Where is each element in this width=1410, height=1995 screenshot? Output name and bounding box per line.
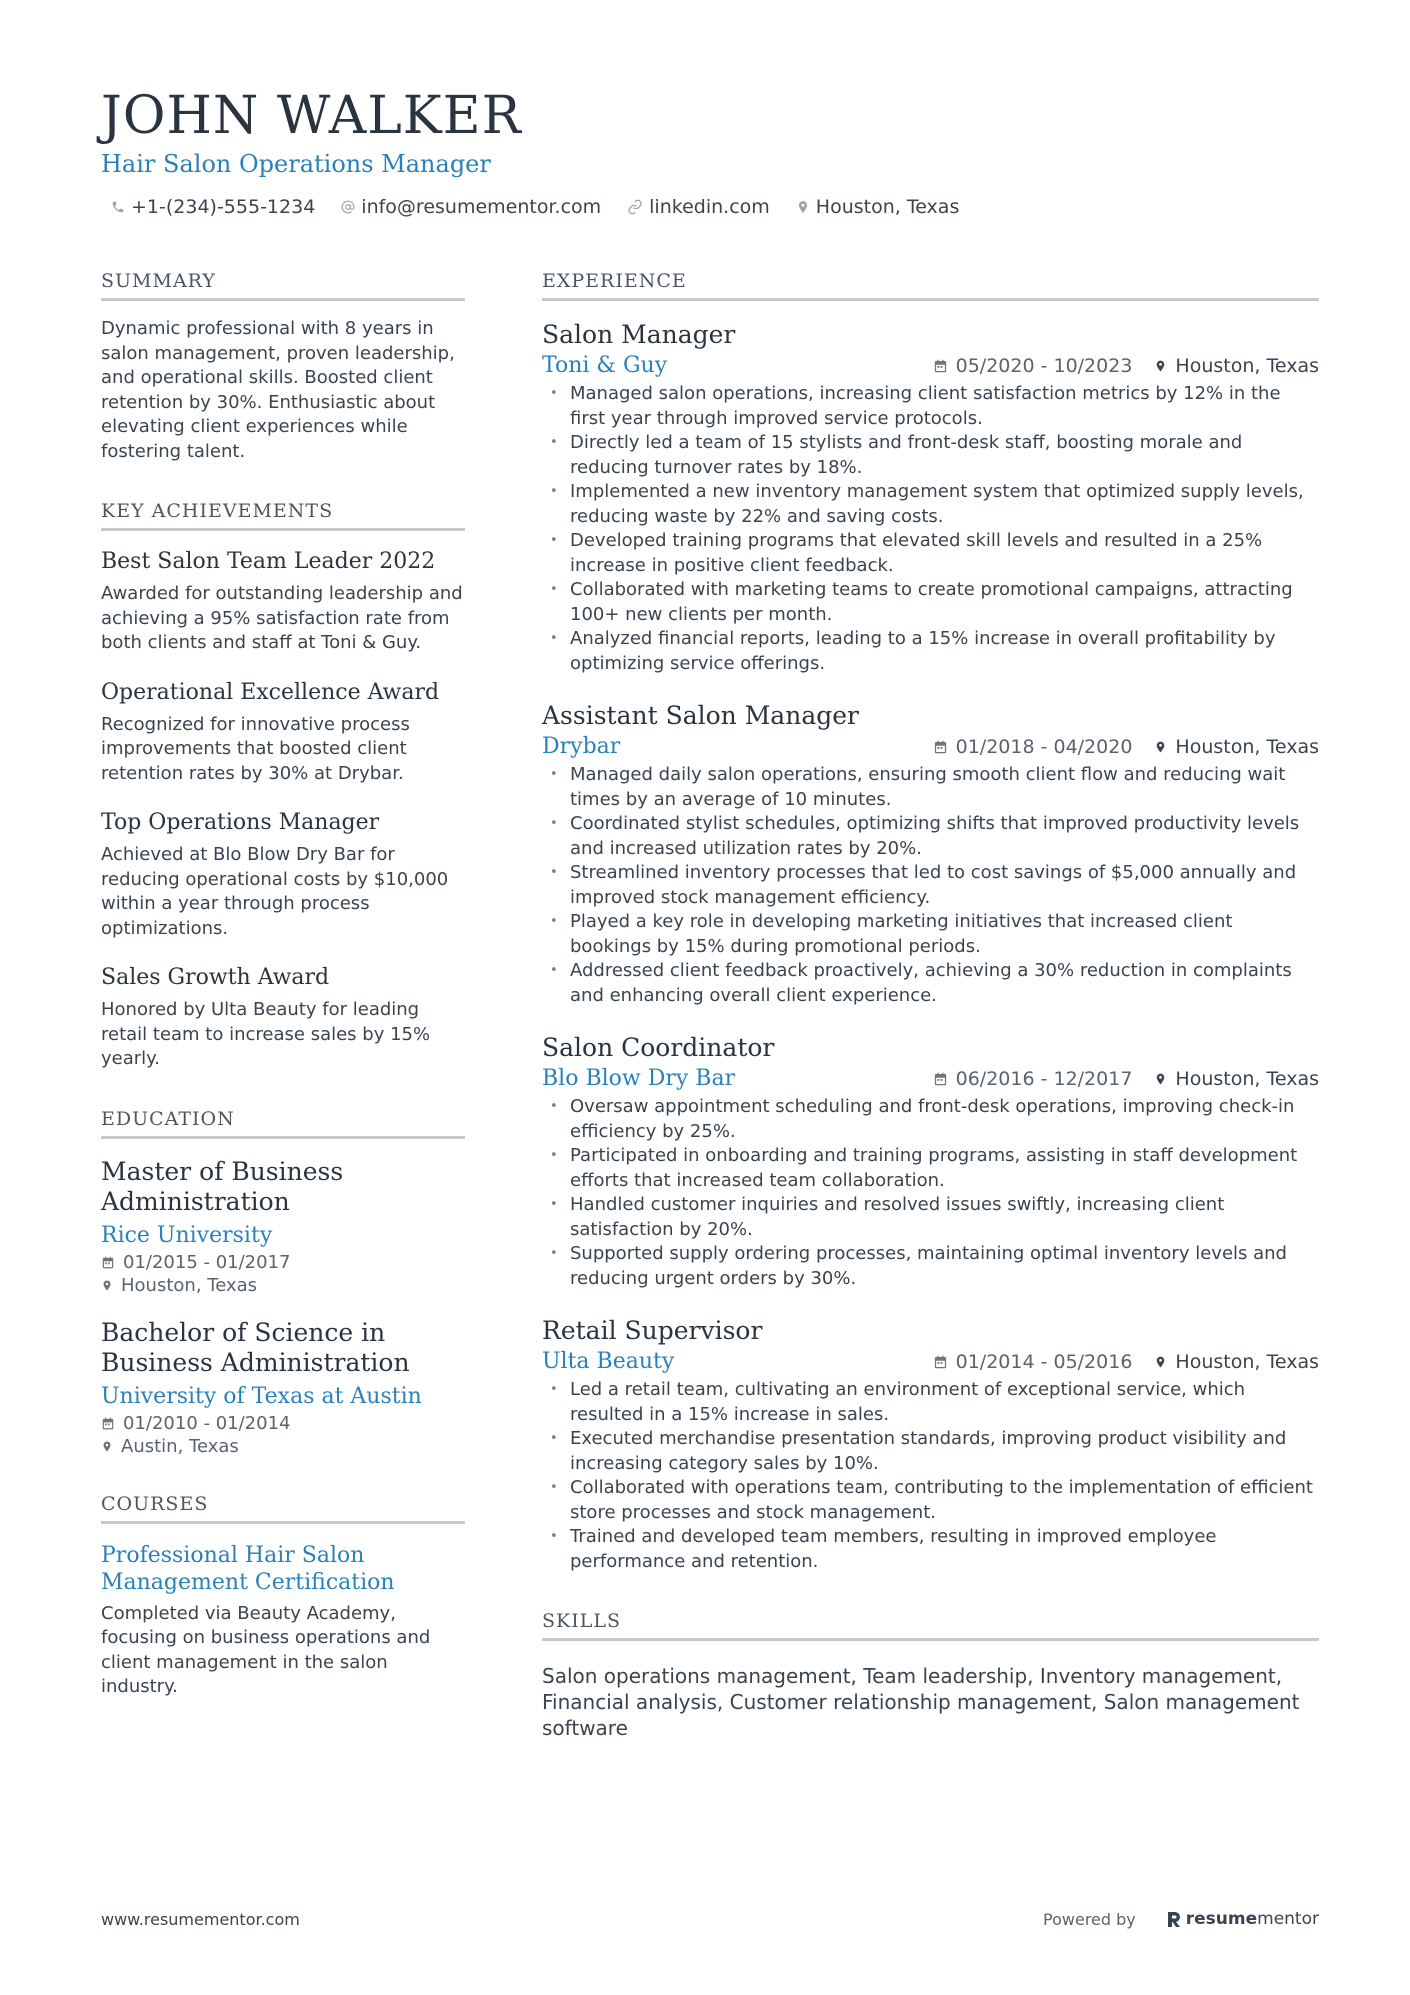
achievement-text: Recognized for innovative process improvements that boosted client retention rates by 30% at Drybar. bbox=[101, 713, 410, 784]
job-dates bbox=[933, 736, 1133, 758]
job-entry bbox=[542, 1032, 1319, 1291]
contact-email[interactable] bbox=[341, 196, 601, 218]
job-company: Ulta Beauty bbox=[542, 1349, 675, 1374]
job-location-text: Houston, Texas bbox=[1175, 1350, 1319, 1373]
education-location bbox=[101, 1275, 465, 1296]
candidate-title: Hair Salon Operations Manager bbox=[101, 150, 491, 178]
job-location bbox=[1154, 355, 1319, 377]
summary-heading: SUMMARY bbox=[101, 270, 465, 301]
achievement-title: Top Operations Manager bbox=[101, 810, 380, 835]
contact-phone[interactable] bbox=[111, 196, 315, 218]
job-bullet: • Led a retail team, cultivating an environment of exceptional service, which resulted in a 15% increase in sales. bbox=[542, 1378, 1319, 1427]
achievements-heading: KEY ACHIEVEMENTS bbox=[101, 500, 465, 531]
phone-text: +1-(234)-555-1234 bbox=[131, 196, 316, 218]
courses-heading: COURSES bbox=[101, 1493, 465, 1524]
location-pin-icon bbox=[796, 199, 810, 215]
calendar-icon bbox=[101, 1255, 115, 1270]
job-bullet: • Coordinated stylist schedules, optimizing shifts that improved productivity levels and increased utilization rates by 20%. bbox=[542, 812, 1319, 861]
job-meta-row bbox=[542, 1349, 1319, 1374]
job-dates-text: 01/2014 - 05/2016 bbox=[955, 1350, 1133, 1373]
achievement-title: Sales Growth Award bbox=[101, 965, 330, 990]
job-bullet: • Handled customer inquiries and resolved issues swiftly, increasing client satisfaction by 20%. bbox=[542, 1193, 1319, 1242]
job-meta-row bbox=[542, 734, 1319, 759]
education-school: University of Texas at Austin bbox=[101, 1383, 422, 1409]
job-entry bbox=[542, 1315, 1319, 1574]
job-location bbox=[1154, 1351, 1319, 1373]
location-pin-icon bbox=[101, 1278, 113, 1293]
job-bullet: • Streamlined inventory processes that led to cost savings of $5,000 annually and improved stock management efficiency. bbox=[542, 861, 1319, 910]
left-column bbox=[101, 270, 465, 1700]
achievement-item bbox=[101, 965, 465, 1072]
course-text: Completed via Beauty Academy, focusing on business operations and client management in the salon industry. bbox=[101, 1602, 431, 1697]
job-location-text: Houston, Texas bbox=[1175, 354, 1319, 377]
job-entry bbox=[542, 319, 1319, 676]
email-text: info@resumementor.com bbox=[361, 196, 602, 218]
job-bullet: • Participated in onboarding and training programs, assisting in staff development efforts that increased team collaboration. bbox=[542, 1144, 1319, 1193]
job-bullets bbox=[542, 1378, 1319, 1574]
job-title: Salon Manager bbox=[542, 320, 736, 349]
achievement-text: Honored by Ulta Beauty for leading retail team to increase sales by 15% yearly. bbox=[101, 999, 431, 1069]
achievement-item bbox=[101, 810, 465, 941]
course-title: Professional Hair Salon Management Certification bbox=[101, 1542, 395, 1595]
linkedin-text: linkedin.com bbox=[649, 196, 770, 218]
experience-heading: EXPERIENCE bbox=[542, 270, 1319, 301]
job-dates bbox=[933, 1068, 1133, 1090]
job-meta-row bbox=[542, 353, 1319, 378]
job-dates bbox=[933, 355, 1133, 377]
job-meta bbox=[933, 736, 1319, 758]
brand-bold: resume bbox=[1185, 1909, 1258, 1929]
job-bullet: • Executed merchandise presentation standards, improving product visibility and increasing category sales by 10%. bbox=[542, 1427, 1319, 1476]
job-title: Retail Supervisor bbox=[542, 1316, 763, 1345]
location-pin-icon bbox=[101, 1439, 113, 1454]
education-heading: EDUCATION bbox=[101, 1108, 465, 1139]
job-bullet: • Addressed client feedback proactively, achieving a 30% reduction in complaints and enhancing overall client experience. bbox=[542, 959, 1319, 1008]
course-item bbox=[101, 1542, 465, 1700]
skills-heading: SKILLS bbox=[542, 1610, 1319, 1641]
job-meta bbox=[933, 1351, 1319, 1373]
at-icon bbox=[341, 200, 355, 214]
job-bullets bbox=[542, 763, 1319, 1008]
job-bullet: • Trained and developed team members, resulting in improved employee performance and retention. bbox=[542, 1525, 1319, 1574]
calendar-icon bbox=[933, 1354, 948, 1370]
brand-light: mentor bbox=[1257, 1909, 1319, 1929]
job-title: Assistant Salon Manager bbox=[542, 701, 859, 730]
job-bullet: • Managed salon operations, increasing client satisfaction metrics by 12% in the first year through improved service protocols. bbox=[542, 382, 1319, 431]
job-location bbox=[1154, 1068, 1319, 1090]
contact-location bbox=[796, 196, 960, 218]
job-bullet: • Collaborated with operations team, contributing to the implementation of efficient store processes and stock management. bbox=[542, 1476, 1319, 1525]
phone-icon bbox=[111, 200, 125, 214]
job-location-text: Houston, Texas bbox=[1175, 735, 1319, 758]
powered-by-label: Powered by bbox=[1043, 1909, 1136, 1929]
link-icon bbox=[627, 199, 643, 215]
education-school: Rice University bbox=[101, 1222, 273, 1248]
job-meta-row bbox=[542, 1066, 1319, 1091]
job-entry bbox=[542, 700, 1319, 1008]
education-dates-text: 01/2010 - 01/2014 bbox=[123, 1412, 291, 1434]
job-bullet: • Developed training programs that elevated skill levels and resulted in a 25% increase in positive client feedback. bbox=[542, 529, 1319, 578]
achievement-text: Awarded for outstanding leadership and achieving a 95% satisfaction rate from both clients and staff at Toni & Guy. bbox=[101, 583, 463, 653]
education-item bbox=[101, 1157, 465, 1296]
education-location bbox=[101, 1436, 465, 1457]
education-degree: Master of Business Administration bbox=[101, 1156, 344, 1216]
resumementor-logo-icon bbox=[1166, 1910, 1182, 1928]
calendar-icon bbox=[933, 1071, 948, 1087]
calendar-icon bbox=[933, 739, 948, 755]
job-bullet: • Collaborated with marketing teams to create promotional campaigns, attracting 100+ new clients per month. bbox=[542, 578, 1319, 627]
job-meta bbox=[933, 1068, 1319, 1090]
job-bullet: • Played a key role in developing marketing initiatives that increased client bookings by 15% during promotional periods. bbox=[542, 910, 1319, 959]
contact-bar bbox=[101, 196, 1319, 218]
calendar-icon bbox=[933, 358, 948, 374]
education-item bbox=[101, 1318, 465, 1457]
education-section bbox=[101, 1108, 465, 1457]
job-bullets bbox=[542, 1095, 1319, 1291]
summary-text: Dynamic professional with 8 years in salon management, proven leadership, and operational skills. Boosted client retention by 30%. Enthusiastic about elevating client experiences while fostering talent. bbox=[101, 318, 455, 462]
job-dates-text: 01/2018 - 04/2020 bbox=[955, 735, 1133, 758]
calendar-icon bbox=[101, 1416, 115, 1431]
education-location-text: Austin, Texas bbox=[121, 1435, 239, 1457]
job-bullet: • Supported supply ordering processes, maintaining optimal inventory levels and reducing urgent orders by 30%. bbox=[542, 1242, 1319, 1291]
skills-section bbox=[542, 1610, 1319, 1741]
candidate-name: JOHN WALKER bbox=[101, 86, 522, 146]
job-dates bbox=[933, 1351, 1133, 1373]
location-pin-icon bbox=[1154, 1071, 1167, 1087]
courses-section bbox=[101, 1493, 465, 1700]
job-bullet: • Analyzed financial reports, leading to a 15% increase in overall profitability by optimizing service offerings. bbox=[542, 627, 1319, 676]
location-pin-icon bbox=[1154, 1354, 1167, 1370]
footer-website[interactable]: www.resumementor.com bbox=[101, 1909, 300, 1929]
right-column bbox=[542, 270, 1319, 1741]
achievement-title: Best Salon Team Leader 2022 bbox=[101, 549, 436, 574]
achievement-text: Achieved at Blo Blow Dry Bar for reducing operational costs by $10,000 within a year through process optimizations. bbox=[101, 844, 449, 939]
job-dates-text: 05/2020 - 10/2023 bbox=[955, 354, 1133, 377]
achievement-title: Operational Excellence Award bbox=[101, 679, 440, 705]
location-pin-icon bbox=[1154, 358, 1167, 374]
job-bullets bbox=[542, 382, 1319, 676]
brand-logo[interactable] bbox=[1166, 1909, 1319, 1929]
job-company: Blo Blow Dry Bar bbox=[542, 1066, 736, 1091]
achievements-section bbox=[101, 500, 465, 1072]
location-text: Houston, Texas bbox=[815, 196, 960, 218]
education-dates bbox=[101, 1252, 465, 1273]
job-bullet: • Oversaw appointment scheduling and front-desk operations, improving check-in efficiency by 25%. bbox=[542, 1095, 1319, 1144]
contact-linkedin[interactable] bbox=[627, 196, 770, 218]
job-company: Drybar bbox=[542, 734, 621, 759]
location-pin-icon bbox=[1154, 739, 1167, 755]
education-degree: Bachelor of Science in Business Administration bbox=[101, 1317, 410, 1377]
page-footer bbox=[101, 1909, 1319, 1929]
job-title: Salon Coordinator bbox=[542, 1033, 775, 1062]
job-meta bbox=[933, 355, 1319, 377]
resume-page bbox=[101, 84, 1319, 1740]
job-location bbox=[1154, 736, 1319, 758]
job-bullet: • Directly led a team of 15 stylists and front-desk staff, boosting morale and reducing turnover rates by 18%. bbox=[542, 431, 1319, 480]
education-location-text: Houston, Texas bbox=[121, 1274, 258, 1296]
job-bullet: • Managed daily salon operations, ensuring smooth client flow and reducing wait times by an average of 10 minutes. bbox=[542, 763, 1319, 812]
summary-section bbox=[101, 270, 465, 464]
job-bullet: • Implemented a new inventory management system that optimized supply levels, reducing waste by 22% and saving costs. bbox=[542, 480, 1319, 529]
powered-by bbox=[1043, 1909, 1319, 1929]
education-dates bbox=[101, 1413, 465, 1434]
skills-text: Salon operations management, Team leadership, Inventory management, Financial analysis, Customer relationship management, Salon management software bbox=[542, 1664, 1300, 1740]
job-location-text: Houston, Texas bbox=[1175, 1067, 1319, 1090]
achievement-item bbox=[101, 549, 465, 656]
job-company: Toni & Guy bbox=[542, 353, 668, 378]
experience-section bbox=[542, 270, 1319, 1574]
achievement-item bbox=[101, 680, 465, 787]
job-dates-text: 06/2016 - 12/2017 bbox=[955, 1067, 1133, 1090]
education-dates-text: 01/2015 - 01/2017 bbox=[123, 1251, 291, 1273]
